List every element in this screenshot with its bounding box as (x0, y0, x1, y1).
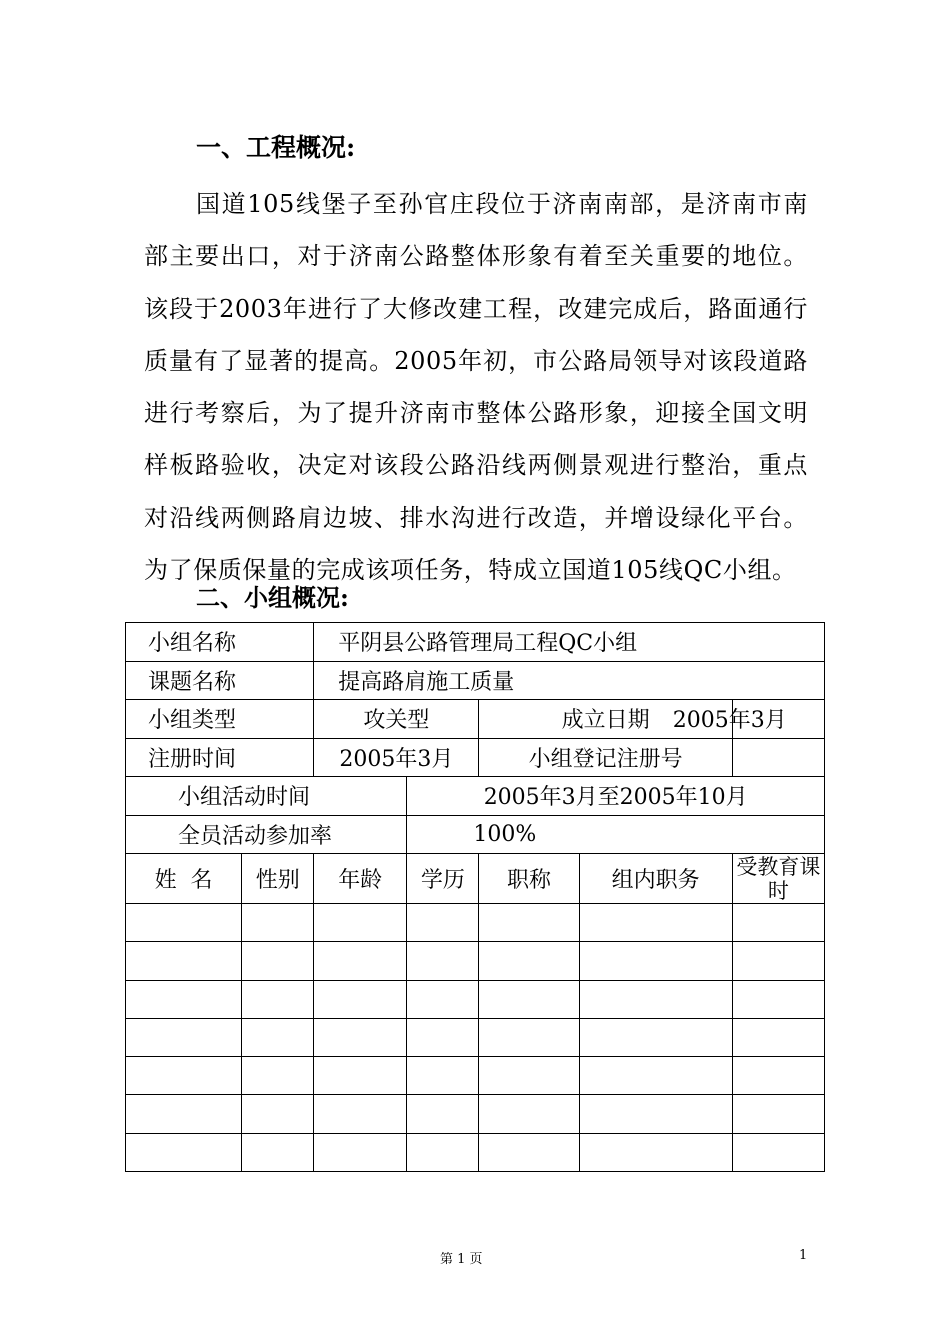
table-row (126, 777, 825, 816)
member-cell (314, 1057, 407, 1095)
founded-date-text: 2005年3月 (672, 708, 787, 734)
member-cell (732, 980, 824, 1018)
member-cell (314, 942, 407, 980)
member-row (126, 942, 825, 980)
member-cell (314, 904, 407, 942)
member-cell (242, 1057, 314, 1095)
participation-rate-value: 100% (407, 815, 825, 854)
member-cell (732, 1018, 824, 1056)
table-row (126, 700, 825, 739)
member-row (126, 1057, 825, 1095)
member-cell (579, 1095, 732, 1133)
project-overview-paragraph: 国道105线堡子至孙官庄段位于济南南部，是济南市南部主要出口，对于济南公路整体形象有着至关重要的地位。该段于2003年进行了大修改建工程，改建完成后，路面通行质量有了显著的提高。2005年初，市公路局领导对该段道路进行考察后，为了提升济南市整体公路形象，迎接全国文明样板路验收，决定对该段公路沿线两侧景观进行整治，重点对沿线两侧路肩边坡、排水沟进行改造，并增设绿化平台。为了保质保量的完成该项任务，特成立国道105线QC小组。 (144, 190, 808, 585)
header-education: 学历 (407, 854, 479, 904)
member-cell (479, 942, 579, 980)
member-cell (242, 904, 314, 942)
member-cell (314, 1018, 407, 1056)
member-header-row (126, 854, 825, 904)
member-cell (579, 980, 732, 1018)
member-row (126, 904, 825, 942)
member-cell (126, 1133, 242, 1171)
member-cell (314, 1133, 407, 1171)
group-name-value: 平阴县公路管理局工程QC小组 (314, 623, 825, 662)
member-cell (579, 904, 732, 942)
registration-number-label: 小组登记注册号 (479, 738, 732, 777)
member-cell (314, 980, 407, 1018)
member-cell (732, 1095, 824, 1133)
member-cell (732, 904, 824, 942)
topic-value: 提高路肩施工质量 (314, 661, 825, 700)
footer-page-number: 1 (799, 1248, 808, 1263)
table-row (126, 815, 825, 854)
registration-time-value: 2005年3月 (314, 738, 479, 777)
member-cell (579, 942, 732, 980)
member-cell (242, 942, 314, 980)
member-cell (407, 1095, 479, 1133)
group-type-value: 攻关型 (314, 700, 479, 739)
member-cell (579, 1133, 732, 1171)
member-cell (479, 980, 579, 1018)
activity-time-label: 小组活动时间 (126, 777, 407, 816)
member-cell (407, 1133, 479, 1171)
member-cell (242, 1095, 314, 1133)
member-cell (479, 904, 579, 942)
member-cell (479, 1133, 579, 1171)
member-cell (126, 942, 242, 980)
member-cell (126, 1018, 242, 1056)
header-gender: 性别 (242, 854, 314, 904)
participation-rate-label: 全员活动参加率 (126, 815, 407, 854)
table-row (126, 661, 825, 700)
member-cell (407, 980, 479, 1018)
table-row (126, 623, 825, 662)
member-cell (242, 980, 314, 1018)
member-row (126, 1095, 825, 1133)
group-type-label: 小组类型 (126, 700, 314, 739)
member-row (126, 1133, 825, 1171)
activity-time-value: 2005年3月至2005年10月 (407, 777, 825, 816)
header-title: 职称 (479, 854, 579, 904)
member-cell (732, 1057, 824, 1095)
table-row (126, 738, 825, 777)
footer-page-label: 第 1 页 (440, 1252, 483, 1267)
member-cell (479, 1057, 579, 1095)
member-cell (126, 980, 242, 1018)
topic-label: 课题名称 (126, 661, 314, 700)
member-cell (479, 1018, 579, 1056)
section-heading-group-overview: 二、小组概况: (196, 583, 349, 612)
member-cell (126, 1095, 242, 1133)
group-name-label: 小组名称 (126, 623, 314, 662)
founded-date-label: 成立日期 (479, 700, 732, 739)
header-age: 年龄 (314, 854, 407, 904)
member-cell (579, 1057, 732, 1095)
header-group-role: 组内职务 (579, 854, 732, 904)
registration-number-value (732, 738, 824, 777)
member-cell (479, 1095, 579, 1133)
member-row (126, 1018, 825, 1056)
registration-time-label: 注册时间 (126, 738, 314, 777)
section-heading-project-overview: 一、工程概况: (196, 133, 356, 162)
member-cell (407, 904, 479, 942)
member-cell (407, 1018, 479, 1056)
member-cell (579, 1018, 732, 1056)
member-cell (732, 1133, 824, 1171)
member-cell (242, 1133, 314, 1171)
founded-date-value (672, 700, 824, 739)
member-cell (732, 942, 824, 980)
member-cell (314, 1095, 407, 1133)
member-row (126, 980, 825, 1018)
member-cell (407, 942, 479, 980)
header-name: 姓 名 (126, 854, 242, 904)
member-cell (242, 1018, 314, 1056)
member-cell (126, 1057, 242, 1095)
member-cell (126, 904, 242, 942)
group-info-table (125, 622, 825, 1172)
header-training-hours: 受教育课时 (732, 854, 824, 904)
member-cell (407, 1057, 479, 1095)
